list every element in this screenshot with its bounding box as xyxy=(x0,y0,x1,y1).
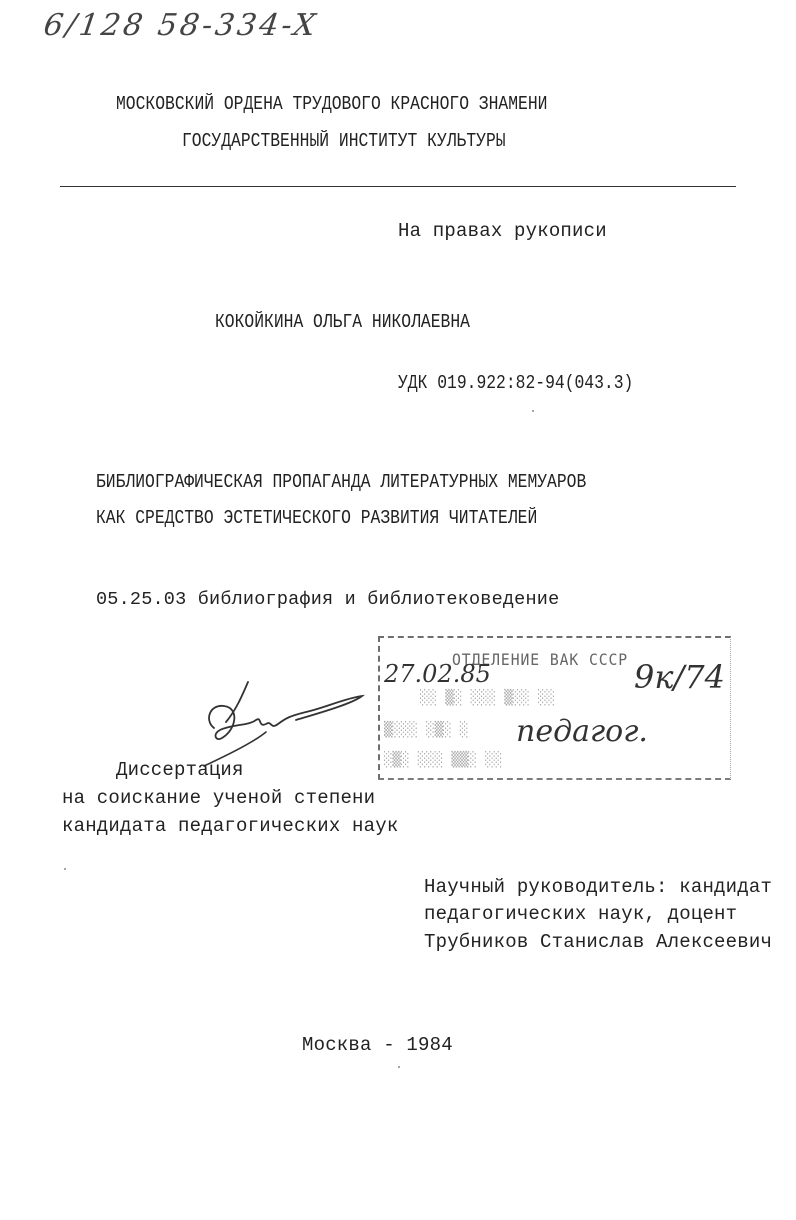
author-name: КОКОЙКИНА ОЛЬГА НИКОЛАЕВНА xyxy=(215,311,470,333)
scan-speck xyxy=(532,410,534,412)
udk-code: УДК 019.922:82-94(043.3) xyxy=(398,372,634,394)
stamp-handwritten-section: педагог. xyxy=(516,714,648,749)
dissertation-label: Диссертация xyxy=(116,759,244,781)
manuscript-rights-note: На правах рукописи xyxy=(398,220,607,242)
stamp-faint-line-3: ░▒░ ░░░ ▒▒░ ░░ xyxy=(384,752,503,768)
header-divider xyxy=(60,186,736,187)
institution-line-2: ГОСУДАРСТВЕННЫЙ ИНСТИТУТ КУЛЬТУРЫ xyxy=(182,130,506,152)
specialty-code: 05.25.03 библиография и библиотековедение xyxy=(96,589,560,610)
title-line-2: КАК СРЕДСТВО ЭСТЕТИЧЕСКОГО РАЗВИТИЯ ЧИТАТЕЛЕЙ xyxy=(96,507,538,529)
stamp-faint-line-2: ▒░░░ ░▒░ ░ xyxy=(384,722,469,738)
stamp-handwritten-date: 27.02.85 xyxy=(384,660,491,688)
scan-speck xyxy=(398,1066,400,1068)
place-and-year: Москва - 1984 xyxy=(302,1034,453,1056)
institution-line-1: МОСКОВСКИЙ ОРДЕНА ТРУДОВОГО КРАСНОГО ЗНАМЕНИ xyxy=(116,93,548,115)
supervisor-line-1: Научный руководитель: кандидат xyxy=(424,876,773,898)
supervisor-name: Трубников Станислав Алексеевич xyxy=(424,931,773,953)
dissertation-field-line: кандидата педагогических наук xyxy=(62,815,399,837)
stamp-handwritten-number: 9к/74 xyxy=(634,658,725,696)
stamp-organization: ОТДЕЛЕНИЕ ВАК СССР xyxy=(452,650,629,669)
author-signature xyxy=(196,676,372,772)
supervisor-line-2: педагогических наук, доцент xyxy=(424,903,738,925)
scan-speck xyxy=(64,868,66,870)
stamp-faint-line-1: ░░ ▒░ ░░░ ▒░░ ░░ xyxy=(420,690,555,706)
handwritten-catalog-mark: 6/128 58-334-X xyxy=(41,8,321,43)
title-line-1: БИБЛИОГРАФИЧЕСКАЯ ПРОПАГАНДА ЛИТЕРАТУРНЫХ МЕМУАРОВ xyxy=(96,471,587,493)
dissertation-degree-line: на соискание ученой степени xyxy=(62,787,376,809)
